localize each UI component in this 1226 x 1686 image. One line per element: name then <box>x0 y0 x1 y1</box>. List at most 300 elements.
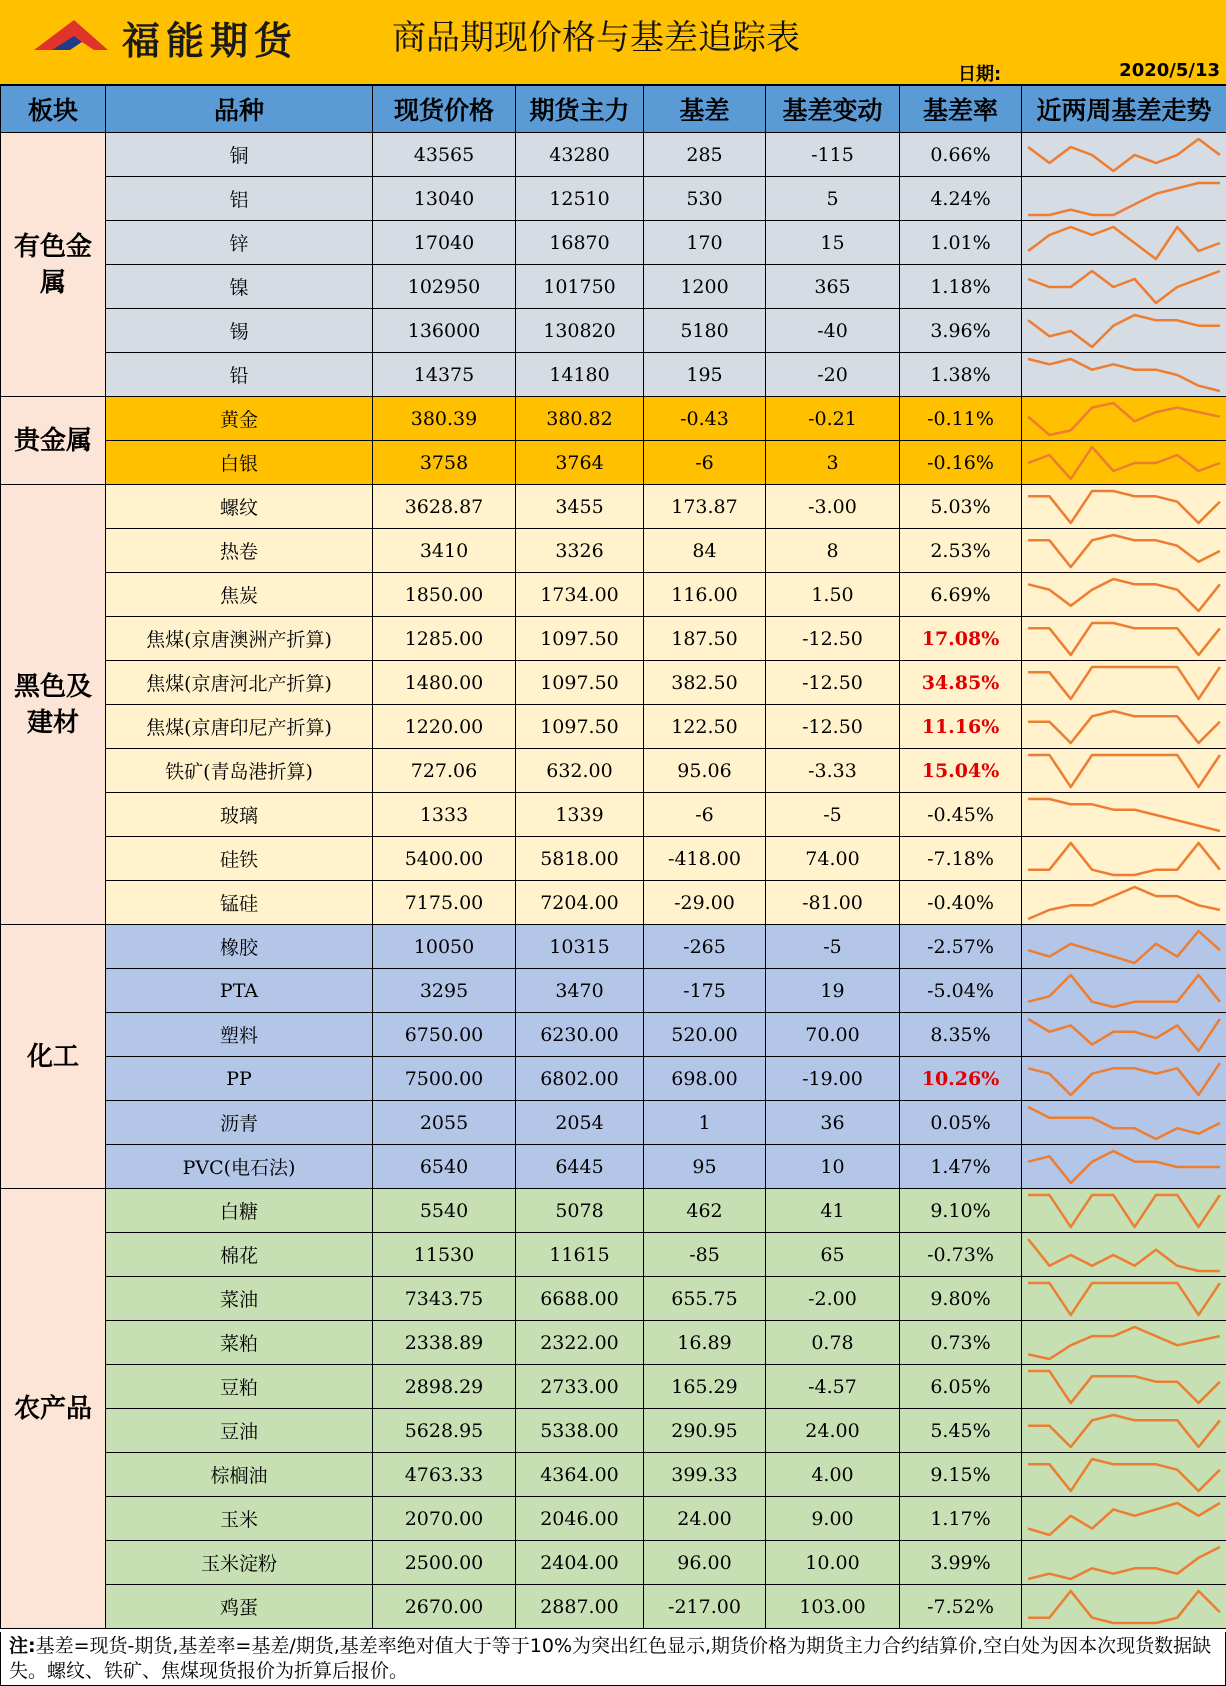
futures-price-cell: 43280 <box>516 133 644 177</box>
sector-cell: 有色金属 <box>1 133 106 397</box>
trend-line <box>1028 183 1220 215</box>
basis-rate-cell: -0.40% <box>900 881 1022 925</box>
basis-rate-cell: 3.99% <box>900 1541 1022 1585</box>
futures-price-cell: 2887.00 <box>516 1585 644 1629</box>
trend-line <box>1028 1415 1220 1447</box>
table-row <box>1 1585 1226 1629</box>
basis-change-cell: 8 <box>766 529 900 573</box>
basis-rate-cell: 1.47% <box>900 1145 1022 1189</box>
basis-rate-cell: -5.04% <box>900 969 1022 1013</box>
futures-price-cell: 2054 <box>516 1101 644 1145</box>
futures-price-cell: 3326 <box>516 529 644 573</box>
trend-line <box>1028 755 1220 787</box>
page-title: 商品期现价格与基差追踪表 <box>392 18 800 58</box>
trend-cell <box>1022 133 1226 177</box>
basis-cell: 698.00 <box>644 1057 766 1101</box>
basis-change-cell: 24.00 <box>766 1409 900 1453</box>
futures-price-cell: 10315 <box>516 925 644 969</box>
trend-cell <box>1022 1145 1226 1189</box>
basis-rate-cell: 0.05% <box>900 1101 1022 1145</box>
variety-cell: 沥青 <box>106 1101 373 1145</box>
basis-rate-cell: 1.38% <box>900 353 1022 397</box>
basis-cell: 84 <box>644 529 766 573</box>
column-header-sector: 板块 <box>1 86 106 133</box>
variety-cell: 玻璃 <box>106 793 373 837</box>
table-row <box>1 1277 1226 1321</box>
spot-price-cell: 2338.89 <box>373 1321 516 1365</box>
basis-cell: -418.00 <box>644 837 766 881</box>
variety-cell: 黄金 <box>106 397 373 441</box>
spot-price-cell: 1285.00 <box>373 617 516 661</box>
table-row <box>1 661 1226 705</box>
trend-sparkline <box>1022 1498 1226 1540</box>
table-row <box>1 573 1226 617</box>
variety-cell: 焦炭 <box>106 573 373 617</box>
trend-sparkline <box>1022 574 1226 616</box>
basis-rate-cell: 9.15% <box>900 1453 1022 1497</box>
trend-sparkline <box>1022 706 1226 748</box>
variety-cell: 锰硅 <box>106 881 373 925</box>
trend-cell <box>1022 1277 1226 1321</box>
footnote-label: 注: <box>9 1635 36 1657</box>
basis-cell: 173.87 <box>644 485 766 529</box>
futures-price-cell: 6688.00 <box>516 1277 644 1321</box>
table-row <box>1 969 1226 1013</box>
basis-change-cell: 365 <box>766 265 900 309</box>
futures-price-cell: 101750 <box>516 265 644 309</box>
trend-line <box>1028 1239 1220 1271</box>
basis-cell: 382.50 <box>644 661 766 705</box>
table-row <box>1 1233 1226 1277</box>
trend-cell <box>1022 1057 1226 1101</box>
variety-cell: 硅铁 <box>106 837 373 881</box>
trend-line <box>1028 1591 1220 1623</box>
spot-price-cell: 3628.87 <box>373 485 516 529</box>
basis-cell: -175 <box>644 969 766 1013</box>
futures-price-cell: 3470 <box>516 969 644 1013</box>
spot-price-cell: 7343.75 <box>373 1277 516 1321</box>
column-header-trend: 近两周基差走势 <box>1022 86 1226 133</box>
basis-change-cell: 10.00 <box>766 1541 900 1585</box>
basis-change-cell: -12.50 <box>766 705 900 749</box>
basis-rate-cell: 4.24% <box>900 177 1022 221</box>
basis-rate-cell: 2.53% <box>900 529 1022 573</box>
basis-cell: 24.00 <box>644 1497 766 1541</box>
basis-cell: 96.00 <box>644 1541 766 1585</box>
variety-cell: 豆粕 <box>106 1365 373 1409</box>
futures-price-cell: 2046.00 <box>516 1497 644 1541</box>
futures-price-cell: 11615 <box>516 1233 644 1277</box>
variety-cell: 菜油 <box>106 1277 373 1321</box>
trend-sparkline <box>1022 266 1226 308</box>
trend-sparkline <box>1022 838 1226 880</box>
trend-line <box>1028 1547 1220 1579</box>
table-row <box>1 837 1226 881</box>
variety-cell: 菜粕 <box>106 1321 373 1365</box>
table-row <box>1 221 1226 265</box>
trend-cell <box>1022 529 1226 573</box>
variety-cell: 棕榈油 <box>106 1453 373 1497</box>
spot-price-cell: 5540 <box>373 1189 516 1233</box>
futures-price-cell: 130820 <box>516 309 644 353</box>
futures-price-cell: 5818.00 <box>516 837 644 881</box>
trend-cell <box>1022 969 1226 1013</box>
futures-price-cell: 1097.50 <box>516 617 644 661</box>
trend-cell <box>1022 221 1226 265</box>
trend-line <box>1028 975 1220 1007</box>
basis-rate-cell: 5.45% <box>900 1409 1022 1453</box>
basis-rate-cell: 1.17% <box>900 1497 1022 1541</box>
basis-cell: 122.50 <box>644 705 766 749</box>
variety-cell: 锌 <box>106 221 373 265</box>
date-label: 日期: <box>958 64 1002 85</box>
basis-change-cell: -81.00 <box>766 881 900 925</box>
trend-sparkline <box>1022 178 1226 220</box>
spot-price-cell: 43565 <box>373 133 516 177</box>
basis-change-cell: -5 <box>766 925 900 969</box>
spot-price-cell: 10050 <box>373 925 516 969</box>
trend-cell <box>1022 793 1226 837</box>
basis-rate-cell: -7.18% <box>900 837 1022 881</box>
table-row <box>1 133 1226 177</box>
basis-cell: 16.89 <box>644 1321 766 1365</box>
basis-rate-cell: -2.57% <box>900 925 1022 969</box>
basis-cell: -6 <box>644 793 766 837</box>
table-row <box>1 793 1226 837</box>
trend-cell <box>1022 881 1226 925</box>
trend-sparkline <box>1022 882 1226 924</box>
trend-line <box>1028 227 1220 259</box>
column-header-variety: 品种 <box>106 86 373 133</box>
trend-cell <box>1022 265 1226 309</box>
spot-price-cell: 1480.00 <box>373 661 516 705</box>
spot-price-cell: 5628.95 <box>373 1409 516 1453</box>
trend-line <box>1028 403 1220 435</box>
basis-change-cell: -12.50 <box>766 617 900 661</box>
basis-cell: -6 <box>644 441 766 485</box>
trend-line <box>1028 1151 1220 1183</box>
trend-sparkline <box>1022 1234 1226 1276</box>
futures-price-cell: 6230.00 <box>516 1013 644 1057</box>
trend-sparkline <box>1022 1586 1226 1628</box>
basis-cell: 187.50 <box>644 617 766 661</box>
trend-line <box>1028 1503 1220 1535</box>
futures-price-cell: 4364.00 <box>516 1453 644 1497</box>
variety-cell: 螺纹 <box>106 485 373 529</box>
basis-rate-cell: 6.05% <box>900 1365 1022 1409</box>
basis-cell: 170 <box>644 221 766 265</box>
basis-cell: -85 <box>644 1233 766 1277</box>
trend-line <box>1028 799 1220 831</box>
variety-cell: 焦煤(京唐印尼产折算) <box>106 705 373 749</box>
variety-cell: 豆油 <box>106 1409 373 1453</box>
basis-change-cell: 70.00 <box>766 1013 900 1057</box>
table-row <box>1 441 1226 485</box>
basis-cell: 399.33 <box>644 1453 766 1497</box>
spot-price-cell: 5400.00 <box>373 837 516 881</box>
basis-change-cell: 10 <box>766 1145 900 1189</box>
futures-price-cell: 1097.50 <box>516 661 644 705</box>
trend-cell <box>1022 1321 1226 1365</box>
variety-cell: 镍 <box>106 265 373 309</box>
trend-sparkline <box>1022 1366 1226 1408</box>
basis-rate-cell: 9.80% <box>900 1277 1022 1321</box>
trend-sparkline <box>1022 442 1226 484</box>
trend-line <box>1028 1107 1220 1139</box>
futures-price-cell: 3455 <box>516 485 644 529</box>
trend-sparkline <box>1022 1102 1226 1144</box>
futures-price-cell: 2733.00 <box>516 1365 644 1409</box>
trend-line <box>1028 1019 1220 1051</box>
basis-change-cell: 3 <box>766 441 900 485</box>
spot-price-cell: 3758 <box>373 441 516 485</box>
basis-cell: 195 <box>644 353 766 397</box>
variety-cell: 焦煤(京唐澳洲产折算) <box>106 617 373 661</box>
spot-price-cell: 7500.00 <box>373 1057 516 1101</box>
basis-cell: 95.06 <box>644 749 766 793</box>
spot-price-cell: 102950 <box>373 265 516 309</box>
trend-sparkline <box>1022 134 1226 176</box>
table-header-row <box>1 86 1226 133</box>
trend-cell <box>1022 1189 1226 1233</box>
spot-price-cell: 727.06 <box>373 749 516 793</box>
futures-price-cell: 1097.50 <box>516 705 644 749</box>
spot-price-cell: 4763.33 <box>373 1453 516 1497</box>
futures-price-cell: 6445 <box>516 1145 644 1189</box>
basis-cell: 655.75 <box>644 1277 766 1321</box>
basis-cell: -29.00 <box>644 881 766 925</box>
table-row <box>1 1321 1226 1365</box>
trend-line <box>1028 1195 1220 1227</box>
table-row <box>1 617 1226 661</box>
trend-cell <box>1022 837 1226 881</box>
basis-cell: 95 <box>644 1145 766 1189</box>
basis-rate-cell: 0.73% <box>900 1321 1022 1365</box>
variety-cell: 玉米淀粉 <box>106 1541 373 1585</box>
trend-line <box>1028 1371 1220 1403</box>
variety-cell: PVC(电石法) <box>106 1145 373 1189</box>
trend-cell <box>1022 309 1226 353</box>
futures-price-cell: 380.82 <box>516 397 644 441</box>
spot-price-cell: 2055 <box>373 1101 516 1145</box>
table-row <box>1 309 1226 353</box>
basis-rate-cell: -7.52% <box>900 1585 1022 1629</box>
table-row <box>1 177 1226 221</box>
spot-price-cell: 2070.00 <box>373 1497 516 1541</box>
trend-sparkline <box>1022 794 1226 836</box>
variety-cell: 白糖 <box>106 1189 373 1233</box>
basis-rate-cell: 1.01% <box>900 221 1022 265</box>
trend-line <box>1028 139 1220 171</box>
futures-price-cell: 14180 <box>516 353 644 397</box>
variety-cell: 铅 <box>106 353 373 397</box>
column-header-spot-price: 现货价格 <box>373 86 516 133</box>
trend-line <box>1028 491 1220 523</box>
trend-cell <box>1022 441 1226 485</box>
futures-price-cell: 5338.00 <box>516 1409 644 1453</box>
trend-sparkline <box>1022 1454 1226 1496</box>
basis-rate-cell: -0.73% <box>900 1233 1022 1277</box>
spot-price-cell: 1333 <box>373 793 516 837</box>
basis-cell: 116.00 <box>644 573 766 617</box>
trend-cell <box>1022 485 1226 529</box>
table-row <box>1 1057 1226 1101</box>
basis-rate-cell: 10.26% <box>900 1057 1022 1101</box>
basis-rate-cell: -0.45% <box>900 793 1022 837</box>
trend-cell <box>1022 1585 1226 1629</box>
trend-line <box>1028 667 1220 699</box>
futures-price-cell: 12510 <box>516 177 644 221</box>
footnote-text: 基差=现货-期货,基差率=基差/期货,基差率绝对值大于等于10%为突出红色显示,期货价格为期货主力合约结算价,空白处为因本次现货数据缺失。螺纹、铁矿、焦煤现货报价为折算后报价。 <box>9 1635 1212 1682</box>
table-row <box>1 705 1226 749</box>
spot-price-cell: 380.39 <box>373 397 516 441</box>
company-name: 福能期货 <box>122 19 299 63</box>
trend-sparkline <box>1022 662 1226 704</box>
basis-cell: -217.00 <box>644 1585 766 1629</box>
variety-cell: 铁矿(青岛港折算) <box>106 749 373 793</box>
basis-change-cell: 19 <box>766 969 900 1013</box>
trend-line <box>1028 623 1220 655</box>
variety-cell: 塑料 <box>106 1013 373 1057</box>
table-row <box>1 881 1226 925</box>
variety-cell: 锡 <box>106 309 373 353</box>
basis-rate-cell: 1.18% <box>900 265 1022 309</box>
trend-cell <box>1022 397 1226 441</box>
basis-change-cell: 15 <box>766 221 900 265</box>
trend-sparkline <box>1022 970 1226 1012</box>
trend-line <box>1028 315 1220 347</box>
date-value: 2020/5/13 <box>1119 60 1220 81</box>
basis-rate-cell: -0.11% <box>900 397 1022 441</box>
trend-cell <box>1022 1453 1226 1497</box>
basis-change-cell: -2.00 <box>766 1277 900 1321</box>
table-row <box>1 265 1226 309</box>
trend-sparkline <box>1022 310 1226 352</box>
basis-change-cell: 41 <box>766 1189 900 1233</box>
trend-cell <box>1022 661 1226 705</box>
variety-cell: PP <box>106 1057 373 1101</box>
basis-change-cell: -4.57 <box>766 1365 900 1409</box>
variety-cell: 玉米 <box>106 1497 373 1541</box>
sector-cell: 农产品 <box>1 1189 106 1629</box>
trend-cell <box>1022 573 1226 617</box>
basis-cell: 530 <box>644 177 766 221</box>
table-row <box>1 1013 1226 1057</box>
basis-change-cell: 4.00 <box>766 1453 900 1497</box>
variety-cell: 橡胶 <box>106 925 373 969</box>
spot-price-cell: 6750.00 <box>373 1013 516 1057</box>
basis-cell: 462 <box>644 1189 766 1233</box>
table-row <box>1 1409 1226 1453</box>
table-row <box>1 1101 1226 1145</box>
basis-cell: 290.95 <box>644 1409 766 1453</box>
trend-cell <box>1022 617 1226 661</box>
trend-sparkline <box>1022 1190 1226 1232</box>
basis-table <box>0 85 1226 1629</box>
basis-rate-cell: 17.08% <box>900 617 1022 661</box>
basis-rate-cell: 3.96% <box>900 309 1022 353</box>
variety-cell: 棉花 <box>106 1233 373 1277</box>
variety-cell: PTA <box>106 969 373 1013</box>
basis-change-cell: -3.00 <box>766 485 900 529</box>
table-row <box>1 485 1226 529</box>
basis-change-cell: 65 <box>766 1233 900 1277</box>
spot-price-cell: 14375 <box>373 353 516 397</box>
company-logo-icon <box>30 16 110 56</box>
futures-price-cell: 5078 <box>516 1189 644 1233</box>
trend-cell <box>1022 353 1226 397</box>
trend-line <box>1028 535 1220 567</box>
basis-rate-cell: 5.03% <box>900 485 1022 529</box>
trend-sparkline <box>1022 1322 1226 1364</box>
trend-sparkline <box>1022 750 1226 792</box>
basis-cell: -0.43 <box>644 397 766 441</box>
trend-sparkline <box>1022 530 1226 572</box>
trend-line <box>1028 887 1220 919</box>
trend-sparkline <box>1022 1146 1226 1188</box>
basis-change-cell: -115 <box>766 133 900 177</box>
spot-price-cell: 6540 <box>373 1145 516 1189</box>
basis-change-cell: 103.00 <box>766 1585 900 1629</box>
basis-change-cell: -0.21 <box>766 397 900 441</box>
spot-price-cell: 2898.29 <box>373 1365 516 1409</box>
sector-cell: 化工 <box>1 925 106 1189</box>
trend-line <box>1028 447 1220 479</box>
trend-line <box>1028 1327 1220 1359</box>
trend-cell <box>1022 1497 1226 1541</box>
basis-change-cell: -20 <box>766 353 900 397</box>
basis-cell: 285 <box>644 133 766 177</box>
trend-cell <box>1022 749 1226 793</box>
basis-cell: 5180 <box>644 309 766 353</box>
trend-sparkline <box>1022 1058 1226 1100</box>
table-row <box>1 1541 1226 1585</box>
basis-cell: 1200 <box>644 265 766 309</box>
basis-change-cell: 1.50 <box>766 573 900 617</box>
trend-cell <box>1022 1101 1226 1145</box>
spot-price-cell: 11530 <box>373 1233 516 1277</box>
table-row <box>1 925 1226 969</box>
basis-rate-cell: 6.69% <box>900 573 1022 617</box>
basis-cell: 1 <box>644 1101 766 1145</box>
basis-cell: -265 <box>644 925 766 969</box>
basis-change-cell: -40 <box>766 309 900 353</box>
trend-line <box>1028 1459 1220 1491</box>
trend-sparkline <box>1022 486 1226 528</box>
basis-cell: 520.00 <box>644 1013 766 1057</box>
trend-line <box>1028 931 1220 963</box>
variety-cell: 鸡蛋 <box>106 1585 373 1629</box>
futures-price-cell: 3764 <box>516 441 644 485</box>
futures-price-cell: 632.00 <box>516 749 644 793</box>
basis-cell: 165.29 <box>644 1365 766 1409</box>
trend-cell <box>1022 1409 1226 1453</box>
futures-price-cell: 2322.00 <box>516 1321 644 1365</box>
variety-cell: 焦煤(京唐河北产折算) <box>106 661 373 705</box>
basis-rate-cell: 34.85% <box>900 661 1022 705</box>
spot-price-cell: 3410 <box>373 529 516 573</box>
basis-change-cell: -3.33 <box>766 749 900 793</box>
column-header-basis-change: 基差变动 <box>766 86 900 133</box>
basis-change-cell: -19.00 <box>766 1057 900 1101</box>
column-header-basis-rate: 基差率 <box>900 86 1022 133</box>
basis-change-cell: -12.50 <box>766 661 900 705</box>
trend-cell <box>1022 1541 1226 1585</box>
trend-sparkline <box>1022 1278 1226 1320</box>
trend-line <box>1028 1063 1220 1095</box>
table-row <box>1 1145 1226 1189</box>
column-header-futures-main: 期货主力 <box>516 86 644 133</box>
